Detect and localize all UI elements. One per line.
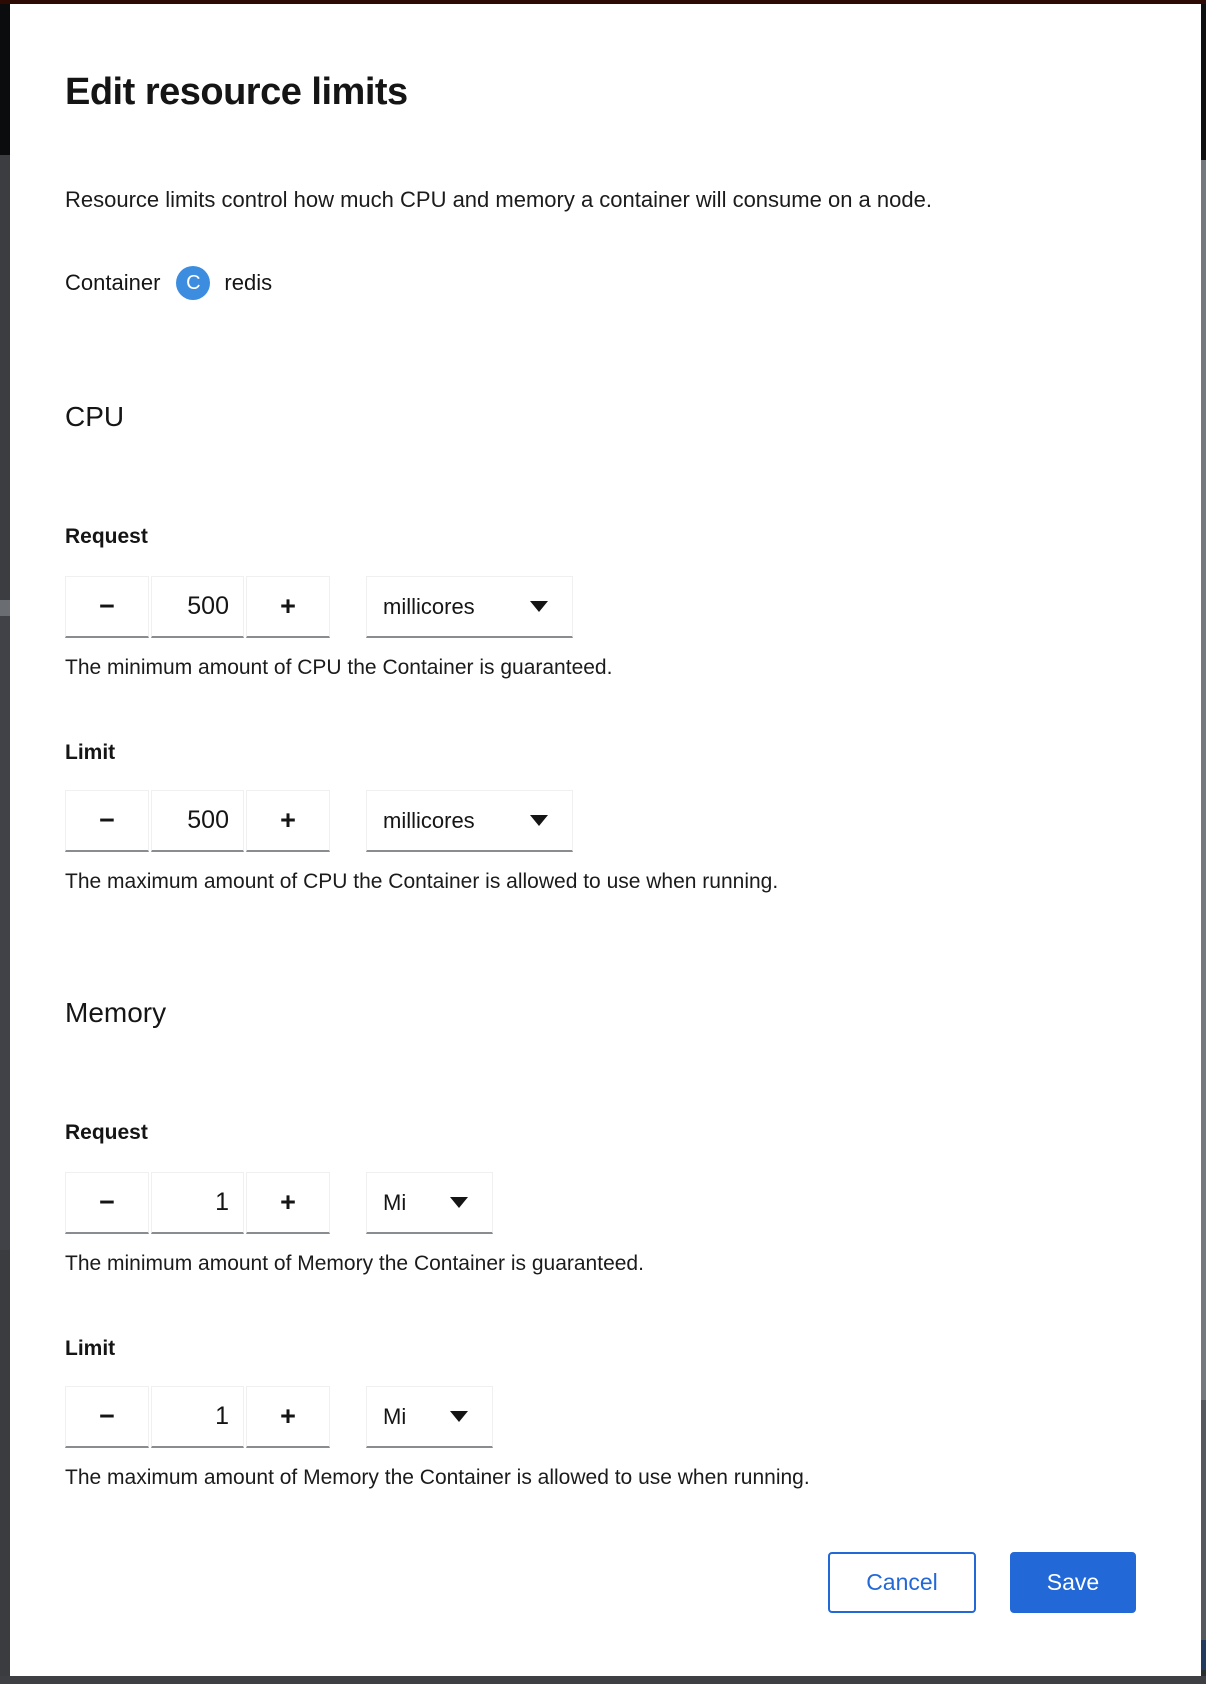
memory-limit-unit-select[interactable] xyxy=(366,1386,493,1448)
chevron-down-icon xyxy=(530,815,548,826)
cpu-request-helper-text: The minimum amount of CPU the Container is guaranteed. xyxy=(65,656,613,679)
cpu-request-stepper xyxy=(65,576,330,638)
cpu-request-input[interactable] xyxy=(151,576,244,638)
container-row xyxy=(65,266,1136,300)
unit-select-value: Mi xyxy=(383,1189,407,1215)
modal-title: Edit resource limits xyxy=(65,71,408,113)
plus-button[interactable]: + xyxy=(246,1172,330,1234)
cpu-limit-helper-text: The maximum amount of CPU the Container is allowed to use when running. xyxy=(65,870,779,893)
container-name: redis xyxy=(224,270,273,295)
section-heading-memory: Memory xyxy=(65,997,167,1028)
unit-select-value: millicores xyxy=(383,807,475,833)
cpu-limit-stepper xyxy=(65,790,330,852)
cancel-button[interactable]: Cancel xyxy=(828,1552,976,1613)
memory-request-unit-select[interactable] xyxy=(366,1172,493,1234)
minus-button[interactable]: − xyxy=(65,576,149,638)
plus-button[interactable]: + xyxy=(246,790,330,852)
unit-select-value: millicores xyxy=(383,593,475,619)
cpu-request-label: Request xyxy=(65,525,148,548)
minus-button[interactable]: − xyxy=(65,1386,149,1448)
cpu-limit-input[interactable] xyxy=(151,790,244,852)
container-resource-icon: C xyxy=(176,266,210,300)
plus-button[interactable]: + xyxy=(246,576,330,638)
memory-limit-controls xyxy=(65,1386,1136,1448)
memory-request-stepper xyxy=(65,1172,330,1234)
page-background-edge-right xyxy=(1201,4,1206,1684)
memory-limit-input[interactable] xyxy=(151,1386,244,1448)
page-background-edge-left xyxy=(0,4,10,1684)
memory-limit-stepper xyxy=(65,1386,330,1448)
unit-select-value: Mi xyxy=(383,1403,407,1429)
modal-footer xyxy=(65,1552,1136,1613)
chevron-down-icon xyxy=(530,601,548,612)
minus-button[interactable]: − xyxy=(65,1172,149,1234)
chevron-down-icon xyxy=(450,1197,468,1208)
memory-limit-helper-text: The maximum amount of Memory the Container is allowed to use when running. xyxy=(65,1466,810,1489)
page-background-edge-bottom xyxy=(0,1676,1206,1684)
memory-limit-label: Limit xyxy=(65,1337,116,1360)
cpu-limit-unit-select[interactable] xyxy=(366,790,573,852)
minus-button[interactable]: − xyxy=(65,790,149,852)
page-background-edge-top xyxy=(0,0,1206,4)
save-button[interactable]: Save xyxy=(1010,1552,1136,1613)
modal-description: Resource limits control how much CPU and memory a container will consume on a node. xyxy=(65,187,932,212)
memory-request-controls xyxy=(65,1172,1136,1234)
memory-request-input[interactable] xyxy=(151,1172,244,1234)
chevron-down-icon xyxy=(450,1411,468,1422)
container-label: Container xyxy=(65,270,161,295)
plus-button[interactable]: + xyxy=(246,1386,330,1448)
edit-resource-limits-modal xyxy=(10,4,1201,1676)
memory-request-helper-text: The minimum amount of Memory the Container is guaranteed. xyxy=(65,1252,644,1275)
cpu-limit-label: Limit xyxy=(65,741,116,764)
memory-request-label: Request xyxy=(65,1121,148,1144)
cpu-request-unit-select[interactable] xyxy=(366,576,573,638)
cpu-limit-controls xyxy=(65,790,1136,852)
cpu-request-controls xyxy=(65,576,1136,638)
section-heading-cpu: CPU xyxy=(65,401,125,432)
